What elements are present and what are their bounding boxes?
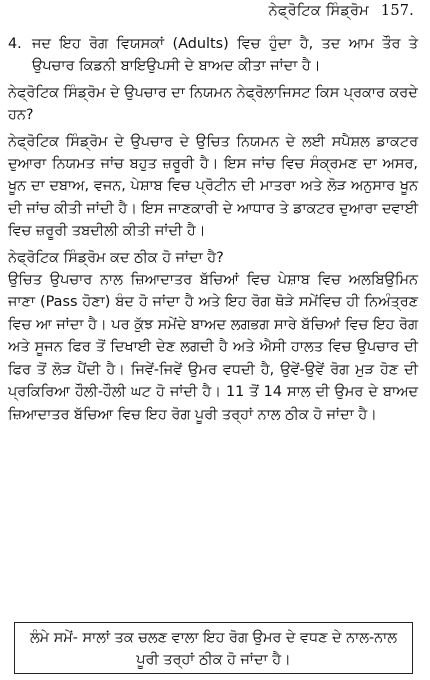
running-title: ਨੇਫ੍ਰੋਟਿਕ ਸਿੰਡ੍ਰੋਮ (268, 3, 369, 19)
running-header (269, 3, 414, 19)
answer-paragraph-recovery: ਉਚਿਤ ਉਪਚਾਰ ਨਾਲ ਜ਼ਿਆਦਾਤਰ ਬੱਚਿਆਂ ਵਿਚ ਪੇਸ਼ਾਬ ਵਿਚ ਅਲਬਿਉਮਿਨ ਜਾਣਾ (Pass ਹੋਣਾ) ਬੰਦ ਹੋ ਜਾਂਦਾ ਹੈ ਅਤੇ ਇਹ ਰੋਗ ਥੋੜੇ ਸਮੇਂਵਿਚ ਹੀ ਨਿਅੰਤ੍ਰਣ ਵਿਚ ਆ ਜਾਂਦਾ ਹੈ। ਪਰ ਕੁੱਝ ਸਮੇਂਦੇ ਬਾਅਦ ਲਗਭਗ ਸਾਰੇ ਬੱਚਿਆਂ ਵਿਚ ਇਹ ਰੋਗ ਅਤੇ ਸੂਜਨ ਫਿਰ ਤੋਂ ਦਿਖਾਈ ਦੇਣ ਲਗਦੀ ਹੈ ਅਤੇ ਐਸੀ ਹਾਲਤ ਵਿਚ ਉਪਚਾਰ ਦੀ ਫਿਰ ਤੋਂ ਲੋੜ ਪੈਂਦੀ ਹੈ। ਜਿਵੇਂ-ਜਿਵੇਂ ਉਮਰ ਵਧਦੀ ਹੈ, ਉਵੇਂ-ਉਵੇਂ ਰੋਗ ਮੁੜ ਹੋਣ ਦੀ ਪ੍ਰਕਿਰਿਆ ਹੌਲੀ-ਹੌਲੀ ਘਟ ਹੋ ਜਾਂਦੀ ਹੈ। 11 ਤੋਂ 14 ਸਾਲ ਦੀ ਉਮਰ ਦੇ ਬਾਅਦ ਜ਼ਿਆਦਾਤਰ ਬੱਚਿਆ ਵਿਚ ਇਹ ਰੋਗ ਪੂਰੀ ਤਰ੍ਹਾਂ ਨਾਲ ਠੀਕ ਹੋ ਜਾਂਦਾ ਹੈ। (8, 272, 418, 423)
question-heading-recovery: ਨੇਫ੍ਰੋਟਿਕ ਸਿੰਡ੍ਰੋਮ ਕਦ ਠੀਕ ਹੋ ਜਾਂਦਾ ਹੈ? (8, 249, 224, 266)
body-text (8, 33, 418, 426)
list-item-number: 4. (8, 36, 22, 52)
callout-box (14, 622, 413, 674)
list-item-4 (8, 33, 418, 78)
answer-paragraph-regulation: ਨੇਫ੍ਰੋਟਿਕ ਸਿੰਡ੍ਰੋਮ ਦੇ ਉਪਚਾਰ ਦੇ ਉਚਿਤ ਨਿਯਮਨ ਦੇ ਲਈ ਸਪੈਸ਼ਲ ਡਾਕਟਰ ਦੁਆਰਾ ਨਿਯਮਤ ਜਾਂਚ ਬਹੁਤ ਜ਼ਰੂਰੀ ਹੈ। ਇਸ ਜਾਂਚ ਵਿਚ ਸੰਕ੍ਰਮਣ ਦਾ ਅਸਰ, ਖੂਨ ਦਾ ਦਬਾਅ, ਵਜਨ, ਪੇਸ਼ਾਬ ਵਿਚ ਪ੍ਰੋਟੀਨ ਦੀ ਮਾਤਰਾ ਅਤੇ ਲੋੜ ਅਨੁਸਾਰ ਖੂਨ ਦੀ ਜਾਂਚ ਕੀਤੀ ਜਾਂਦੀ ਹੈ। ਇਸ ਜਾਣਕਾਰੀ ਦੇ ਆਧਾਰ ਤੇ ਡਾਕਟਰ ਦੁਆਰਾ ਦਵਾਈ ਵਿਚ ਜ਼ਰੂਰੀ ਤਬਦੀਲੀ ਕੀਤੀ ਜਾਂਦੀ ਹੈ। (8, 133, 418, 240)
list-item-text: ਜਦ ਇਹ ਰੋਗ ਵਿਯਸਕਾਂ (Adults) ਵਿਚ ਹੁੰਦਾ ਹੈ, ਤਦ ਆਮ ਤੌਰ ਤੇ ਉਪਚਾਰ ਕਿਡਨੀ ਬਾਇਉਪਸੀ ਦੇ ਬਾਅਦ ਕੀਤਾ ਜਾਂਦਾ ਹੈ। (32, 36, 418, 75)
page-number: 157. (380, 3, 414, 19)
question-heading-regulation: ਨੇਫ੍ਰੋਟਿਕ ਸਿੰਡ੍ਰੋਮ ਦੇ ਉਪਚਾਰ ਦਾ ਨਿਯਮਨ ਨੇਫ੍ਰੋਲਾਜਿਸਟ ਕਿਸ ਪ੍ਰਕਾਰ ਕਰਦੇ ਹਨ? (8, 84, 418, 124)
callout-text: ਲੰਮੇ ਸਮੇਂ- ਸਾਲਾਂ ਤਕ ਚਲਣ ਵਾਲਾ ਇਹ ਰੋਗ ਉਮਰ ਦੇ ਵਧਣ ਦੇ ਨਾਲ-ਨਾਲ ਪੂਰੀ ਤਰ੍ਹਾਂ ਠੀਕ ਹੋ ਜਾਂਦਾ ਹੈ। (29, 630, 398, 668)
